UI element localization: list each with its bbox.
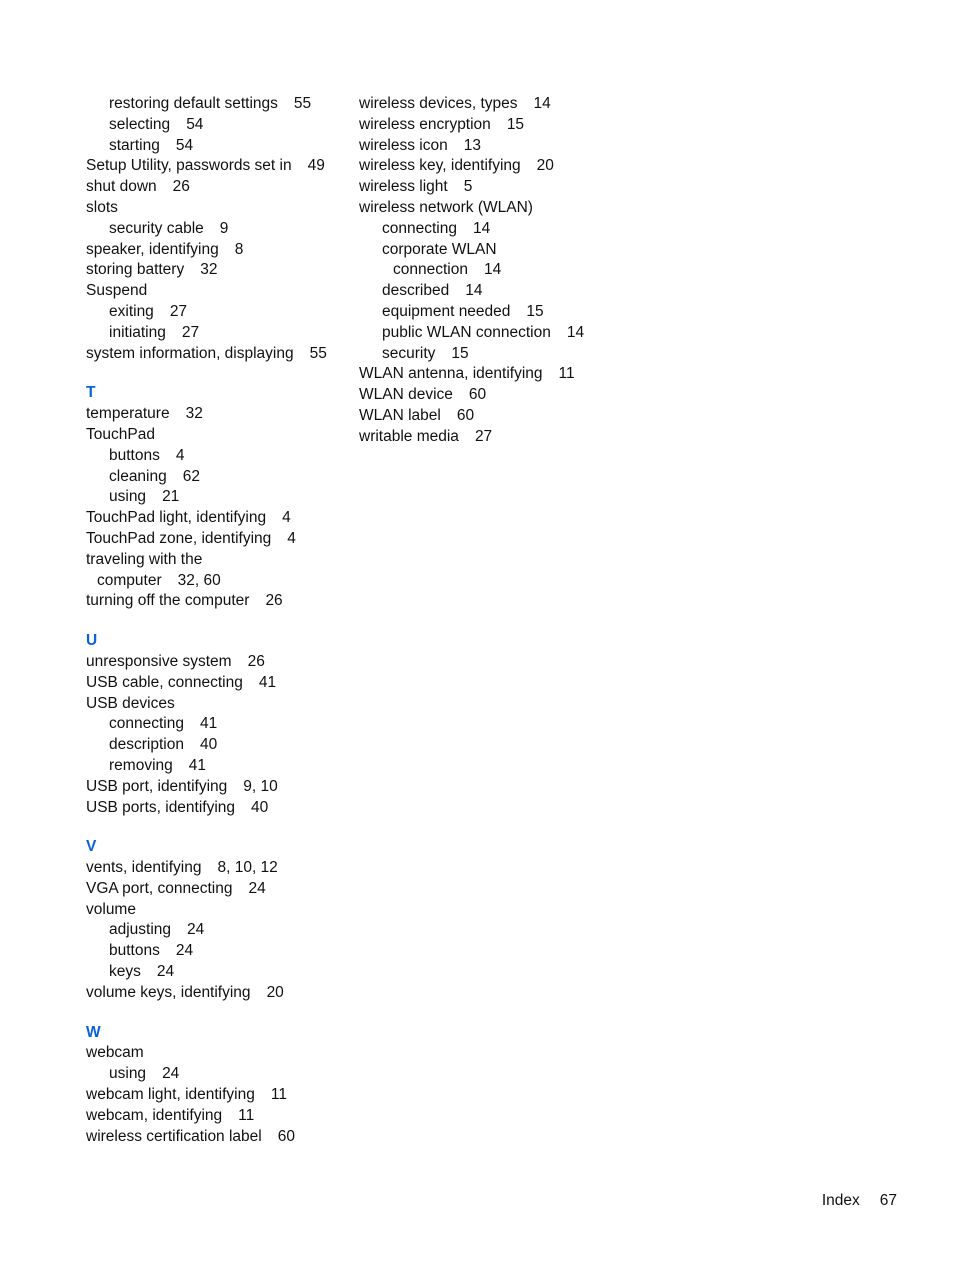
index-entry <box>86 281 351 302</box>
index-page-ref[interactable]: 15 <box>451 344 469 362</box>
index-subentry <box>359 240 619 261</box>
index-term: wireless icon <box>359 136 448 154</box>
index-page-ref[interactable]: 32, 60 <box>177 571 221 589</box>
index-entry <box>86 1106 351 1127</box>
index-term: initiating <box>109 323 166 341</box>
index-term: wireless certification label <box>86 1127 262 1145</box>
index-entry <box>86 550 351 571</box>
index-page-ref[interactable]: 40 <box>199 736 218 754</box>
index-term: webcam, identifying <box>86 1106 223 1124</box>
index-page-ref[interactable]: 32 <box>200 261 218 279</box>
index-term: restoring default settings <box>109 95 278 112</box>
index-term: adjusting <box>109 921 172 939</box>
index-term: system information, displaying <box>86 344 294 362</box>
index-entry <box>86 1043 351 1064</box>
index-term: wireless light <box>359 178 448 196</box>
index-term: connecting <box>382 219 457 237</box>
index-term: vents, identifying <box>86 859 202 877</box>
index-entry <box>86 900 351 921</box>
index-entry <box>86 673 351 694</box>
index-page-ref[interactable]: 27 <box>169 302 188 320</box>
index-page-ref[interactable]: 24 <box>248 879 266 897</box>
index-subentry <box>86 735 351 756</box>
index-page-ref[interactable]: 13 <box>463 136 481 154</box>
index-subentry <box>86 302 351 323</box>
index-subentry <box>359 281 619 302</box>
index-letter-heading: V <box>86 838 97 856</box>
index-term: WLAN label <box>359 406 441 424</box>
index-subentry <box>359 344 619 365</box>
index-page-ref[interactable]: 27 <box>181 323 200 341</box>
index-term: storing battery <box>86 261 185 279</box>
index-term: Setup Utility, passwords set in <box>86 157 292 175</box>
index-entry <box>86 344 351 365</box>
index-page-ref[interactable]: 41 <box>258 673 277 691</box>
index-term: webcam <box>86 1044 144 1062</box>
index-page-ref[interactable]: 24 <box>162 1065 180 1083</box>
index-entry <box>86 983 351 1004</box>
index-term: USB devices <box>86 694 175 712</box>
index-subentry <box>359 323 619 344</box>
index-page-ref[interactable]: 14 <box>472 219 491 237</box>
index-term: VGA port, connecting <box>86 879 233 897</box>
index-subentry <box>86 962 351 983</box>
index-page-ref[interactable]: 8, 10, 12 <box>217 859 278 877</box>
index-entry <box>359 406 619 427</box>
index-page-ref[interactable]: 9, 10 <box>243 777 278 795</box>
index-entry <box>86 1085 351 1106</box>
index-page-ref[interactable]: 62 <box>182 467 200 485</box>
index-page-ref[interactable]: 60 <box>456 406 475 424</box>
index-entry <box>86 1127 351 1148</box>
footer-section-label: Index <box>821 1192 860 1209</box>
index-term: starting <box>109 136 160 154</box>
index-entry <box>86 777 351 798</box>
index-entry <box>359 94 619 115</box>
index-entry <box>359 136 619 157</box>
index-page-ref[interactable]: 14 <box>533 95 551 112</box>
index-entry <box>86 879 351 900</box>
index-page-ref[interactable]: 60 <box>468 386 487 404</box>
index-page-ref[interactable]: 14 <box>465 282 483 300</box>
index-page-ref[interactable]: 26 <box>265 592 283 610</box>
index-page-ref[interactable]: 11 <box>270 1086 287 1104</box>
index-page-ref[interactable]: 8 <box>234 240 244 258</box>
index-page-ref[interactable]: 15 <box>526 302 544 320</box>
index-letter-heading: W <box>86 1023 101 1041</box>
index-page-ref[interactable]: 24 <box>187 921 205 939</box>
index-entry <box>86 404 351 425</box>
index-subentry <box>86 487 351 508</box>
index-term: security <box>382 344 436 362</box>
index-column-right <box>359 94 619 448</box>
index-page-ref[interactable]: 20 <box>266 983 284 1001</box>
index-page-ref[interactable]: 26 <box>247 652 265 670</box>
index-subentry <box>86 446 351 467</box>
index-page-ref[interactable]: 15 <box>506 115 525 133</box>
index-term: wireless key, identifying <box>359 157 521 175</box>
index-term: USB port, identifying <box>86 777 228 795</box>
index-entry <box>86 177 351 198</box>
index-subentry <box>86 115 351 136</box>
index-term: public WLAN connection <box>382 323 551 341</box>
index-term: selecting <box>109 115 171 133</box>
index-page-ref[interactable]: 21 <box>162 488 180 506</box>
index-term: security cable <box>109 219 204 237</box>
index-term: speaker, identifying <box>86 240 219 258</box>
index-page-ref[interactable]: 20 <box>536 157 554 175</box>
index-entry <box>359 427 619 448</box>
index-page-ref[interactable]: 11 <box>558 365 575 383</box>
index-term: unresponsive system <box>86 652 232 670</box>
index-page-ref[interactable]: 11 <box>238 1106 255 1124</box>
index-subentry <box>86 323 351 344</box>
index-subentry <box>359 260 619 281</box>
index-subentry <box>86 941 351 962</box>
footer-page-number: 67 <box>879 1192 897 1209</box>
index-page-ref[interactable]: 55 <box>293 95 312 112</box>
index-entry <box>86 798 351 819</box>
index-page-ref[interactable]: 49 <box>307 157 325 175</box>
index-subentry <box>86 714 351 735</box>
index-term: wireless devices, types <box>359 95 518 112</box>
index-term: Suspend <box>86 282 148 300</box>
index-term: temperature <box>86 405 170 423</box>
index-term: removing <box>109 756 173 774</box>
index-entry <box>86 529 351 550</box>
index-page-ref[interactable]: 4 <box>287 529 296 547</box>
index-term: corporate WLAN <box>382 240 497 258</box>
index-page-ref[interactable]: 24 <box>175 942 194 960</box>
index-letter-heading: U <box>86 632 98 650</box>
index-page-ref[interactable]: 4 <box>282 509 291 527</box>
index-term: shut down <box>86 178 157 196</box>
index-entry <box>359 115 619 136</box>
index-term: description <box>109 736 184 754</box>
index-page-ref[interactable]: 32 <box>185 405 203 423</box>
index-term: described <box>382 282 450 300</box>
index-term: wireless encryption <box>359 115 491 133</box>
index-term: WLAN antenna, identifying <box>359 365 543 383</box>
index-page-ref[interactable]: 40 <box>251 798 269 816</box>
index-page-ref[interactable]: 9 <box>219 219 229 237</box>
index-term: equipment needed <box>382 302 511 320</box>
index-entry <box>359 364 619 385</box>
index-entry <box>86 858 351 879</box>
index-term: USB ports, identifying <box>86 798 236 816</box>
index-term: USB cable, connecting <box>86 673 243 691</box>
index-term: webcam light, identifying <box>86 1086 255 1104</box>
index-letter-heading: T <box>86 384 96 402</box>
index-page-ref[interactable]: 14 <box>566 323 585 341</box>
index-page-ref[interactable]: 54 <box>186 115 204 133</box>
index-term: buttons <box>109 446 160 464</box>
index-page-ref[interactable]: 60 <box>277 1127 295 1145</box>
index-term: connection <box>393 261 468 279</box>
index-subentry <box>359 302 619 323</box>
index-term: volume keys, identifying <box>86 983 251 1001</box>
index-page-ref[interactable]: 54 <box>175 136 194 154</box>
index-column-left <box>86 94 351 1147</box>
index-entry <box>86 156 351 177</box>
index-term: TouchPad zone, identifying <box>86 529 272 547</box>
index-page-ref[interactable]: 5 <box>463 178 473 196</box>
index-term: computer <box>97 571 162 589</box>
index-entry <box>86 240 351 261</box>
page-footer <box>822 1190 897 1212</box>
index-page-ref[interactable]: 26 <box>172 178 190 196</box>
index-entry <box>86 571 351 592</box>
index-entry <box>86 260 351 281</box>
index-subentry <box>86 1064 351 1085</box>
index-term: exiting <box>109 302 154 320</box>
index-entry <box>359 156 619 177</box>
index-term: slots <box>86 198 118 216</box>
index-entry <box>86 652 351 673</box>
index-term: TouchPad light, identifying <box>86 509 267 527</box>
index-entry <box>86 198 351 219</box>
index-entry <box>359 177 619 198</box>
index-subentry <box>86 219 351 240</box>
index-term: writable media <box>359 427 459 445</box>
index-page-ref[interactable]: 55 <box>309 344 327 362</box>
index-page-ref[interactable]: 41 <box>188 756 206 774</box>
index-subentry <box>86 920 351 941</box>
index-term: WLAN device <box>359 386 453 404</box>
index-subentry <box>86 467 351 488</box>
index-term: using <box>109 488 147 506</box>
index-page-ref[interactable]: 41 <box>199 715 218 733</box>
index-term: using <box>109 1065 147 1083</box>
index-page-ref[interactable]: 24 <box>156 963 175 981</box>
index-page-ref[interactable]: 27 <box>474 427 493 445</box>
index-term: cleaning <box>109 467 167 485</box>
index-page-ref[interactable]: 14 <box>483 261 502 279</box>
index-entry <box>86 425 351 446</box>
index-page-ref[interactable]: 4 <box>175 446 185 464</box>
index-entry <box>86 508 351 529</box>
index-subentry <box>359 219 619 240</box>
index-term: traveling with the <box>86 550 203 568</box>
index-term: keys <box>109 963 141 981</box>
index-subentry <box>86 94 351 115</box>
index-subentry <box>86 756 351 777</box>
index-entry <box>359 198 619 219</box>
index-entry <box>86 591 351 612</box>
index-entry <box>359 385 619 406</box>
index-term: turning off the computer <box>86 592 250 610</box>
index-term: wireless network (WLAN) <box>359 198 533 216</box>
index-term: buttons <box>109 942 160 960</box>
index-term: TouchPad <box>86 425 155 443</box>
index-subentry <box>86 136 351 157</box>
index-entry <box>86 694 351 715</box>
index-term: volume <box>86 900 136 918</box>
index-term: connecting <box>109 715 184 733</box>
